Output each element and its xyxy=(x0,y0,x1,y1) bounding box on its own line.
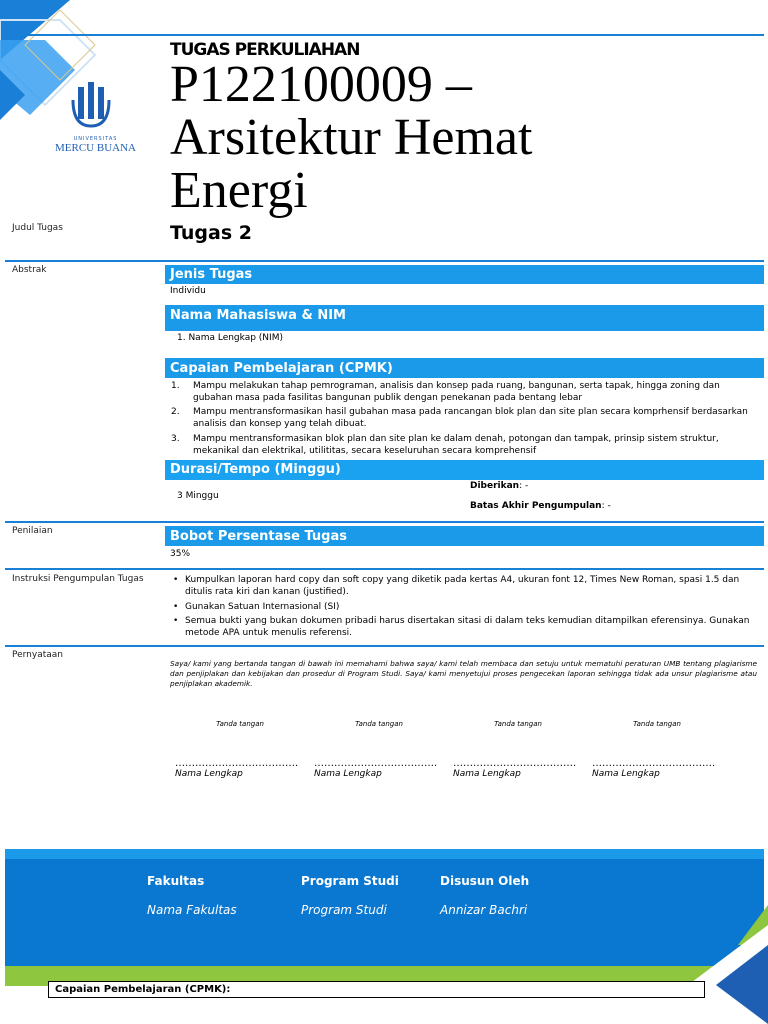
signature-name: Nama Lengkap xyxy=(175,769,243,779)
cpmk-item xyxy=(171,433,753,457)
cpmk-num: 1. xyxy=(171,381,180,391)
jenis-value: Individu xyxy=(170,286,206,296)
rule-instruksi xyxy=(5,568,764,570)
diberikan-label: Diberikan xyxy=(470,481,520,491)
batas-akhir xyxy=(470,501,611,511)
diberikan xyxy=(470,481,528,491)
bullet-icon: • xyxy=(173,602,179,612)
durasi-heading: Durasi/Tempo (Minggu) xyxy=(165,460,764,480)
bobot-heading: Bobot Persentase Tugas xyxy=(165,526,764,546)
cpmk-heading: Capaian Pembelajaran (CPMK) xyxy=(165,358,764,378)
cpmk-item xyxy=(171,406,753,430)
batas-label: Batas Akhir Pengumpulan xyxy=(470,501,602,511)
university-logo xyxy=(48,82,143,162)
page-title xyxy=(170,58,532,217)
rule-pernyataan xyxy=(5,645,764,647)
subtitle: Tugas 2 xyxy=(170,222,252,244)
pernyataan-text: Saya/ kami yang bertanda tangan di bawah ini memahami bahwa saya/ kami telah membaca dan setuju untuk mematuhi peraturan UMB tentang plagiarisme dan penjiplakan dan kebijakan dan prosedur di Program Studi. Saya/ kami menyetujui proses pengecekan laporan sehingga tidak ada unsur plagiarisme atau penjiplakan akademik. xyxy=(170,659,757,688)
logo-icon xyxy=(48,82,143,132)
durasi-value: 3 Minggu xyxy=(177,491,219,501)
rule-abstrak xyxy=(5,260,764,262)
label-abstrak: Abstrak xyxy=(12,265,47,275)
title-line-1: P122100009 – xyxy=(170,56,472,113)
cpmk-item xyxy=(171,380,753,404)
instruksi-item xyxy=(173,601,755,613)
bullet-icon: • xyxy=(173,575,179,585)
diberikan-value: : - xyxy=(519,481,529,491)
fakultas-label: Fakultas xyxy=(147,874,205,888)
nama-value: 1. Nama Lengkap (NIM) xyxy=(177,333,283,343)
label-instruksi: Instruksi Pengumpulan Tugas xyxy=(12,574,144,584)
bobot-value: 35% xyxy=(170,549,191,559)
cpmk-num: 2. xyxy=(171,407,180,417)
signature-line: ………………………………. xyxy=(314,758,438,769)
label-penilaian: Penilaian xyxy=(12,526,53,536)
prodi-value: Program Studi xyxy=(301,903,387,917)
signature-head: Tanda tangan xyxy=(494,720,542,728)
bullet-icon: • xyxy=(173,616,179,626)
signature-name: Nama Lengkap xyxy=(314,769,382,779)
instruksi-item xyxy=(173,574,755,598)
signature-block xyxy=(314,720,444,779)
signature-line: ………………………………. xyxy=(175,758,299,769)
cpmk-num: 3. xyxy=(171,434,180,444)
signature-line: ………………………………. xyxy=(592,758,716,769)
kicker: TUGAS PERKULIAHAN xyxy=(170,40,360,60)
logo-small-text: UNIVERSITAS xyxy=(73,136,118,142)
label-judul: Judul Tugas xyxy=(12,223,63,233)
bottom-cpmk-box: Capaian Pembelajaran (CPMK): xyxy=(48,981,705,998)
signature-head: Tanda tangan xyxy=(633,720,681,728)
top-rule xyxy=(5,34,764,36)
footer-corner-decoration xyxy=(688,905,768,1024)
signature-line: ………………………………. xyxy=(453,758,577,769)
cpmk-text: Mampu melakukan tahap pemrograman, analisis dan konsep pada ruang, bangunan, serta tapak, hingga zoning dan gubahan masa pada fasilitas bangunan publik dengan penekanan pada bentang lebar xyxy=(193,381,720,403)
instruksi-text: Semua bukti yang bukan dokumen pribadi harus disertakan sitasi di dalam teks kemudian ditampilkan eferensinya. Gunakan metode APA untuk menulis referensi. xyxy=(185,616,750,638)
title-line-3: Energi xyxy=(170,162,308,219)
fakultas-value: Nama Fakultas xyxy=(147,903,237,917)
signature-name: Nama Lengkap xyxy=(453,769,521,779)
instruksi-item xyxy=(173,615,755,639)
footer-top-strip xyxy=(5,849,764,859)
jenis-heading: Jenis Tugas xyxy=(165,265,764,284)
signature-block xyxy=(592,720,722,779)
batas-value: : - xyxy=(601,501,611,511)
rule-penilaian xyxy=(5,521,764,523)
signature-block xyxy=(175,720,305,779)
instruksi-text: Kumpulkan laporan hard copy dan soft copy yang diketik pada kertas A4, ukuran font 12, Times New Roman, spasi 1.5 dan ditulis rata kiri dan kanan (justified). xyxy=(185,575,740,597)
signature-block xyxy=(453,720,583,779)
disusun-label: Disusun Oleh xyxy=(440,874,530,888)
cpmk-text: Mampu mentransformasikan hasil gubahan masa pada rancangan blok plan dan site plan secara komprhensif berdasarkan analisis dan konsep yang telah dibuat. xyxy=(193,407,748,429)
nama-heading: Nama Mahasiswa & NIM xyxy=(165,305,764,331)
signature-head: Tanda tangan xyxy=(355,720,403,728)
cpmk-text: Mampu mentransformasikan blok plan dan site plan ke dalam denah, potongan dan tampak, prinsip sistem struktur, mekanikal dan elektrikal, utilititas, secara keseluruhan secara komprehensif xyxy=(193,434,719,456)
title-line-2: Arsitektur Hemat xyxy=(170,109,533,166)
disusun-value: Annizar Bachri xyxy=(440,903,528,917)
signature-name: Nama Lengkap xyxy=(592,769,660,779)
logo-name: MERCU BUANA xyxy=(55,142,136,154)
instruksi-text: Gunakan Satuan Internasional (SI) xyxy=(185,602,340,612)
prodi-label: Program Studi xyxy=(301,874,399,888)
label-pernyataan: Pernyataan xyxy=(12,650,63,660)
signature-head: Tanda tangan xyxy=(216,720,264,728)
